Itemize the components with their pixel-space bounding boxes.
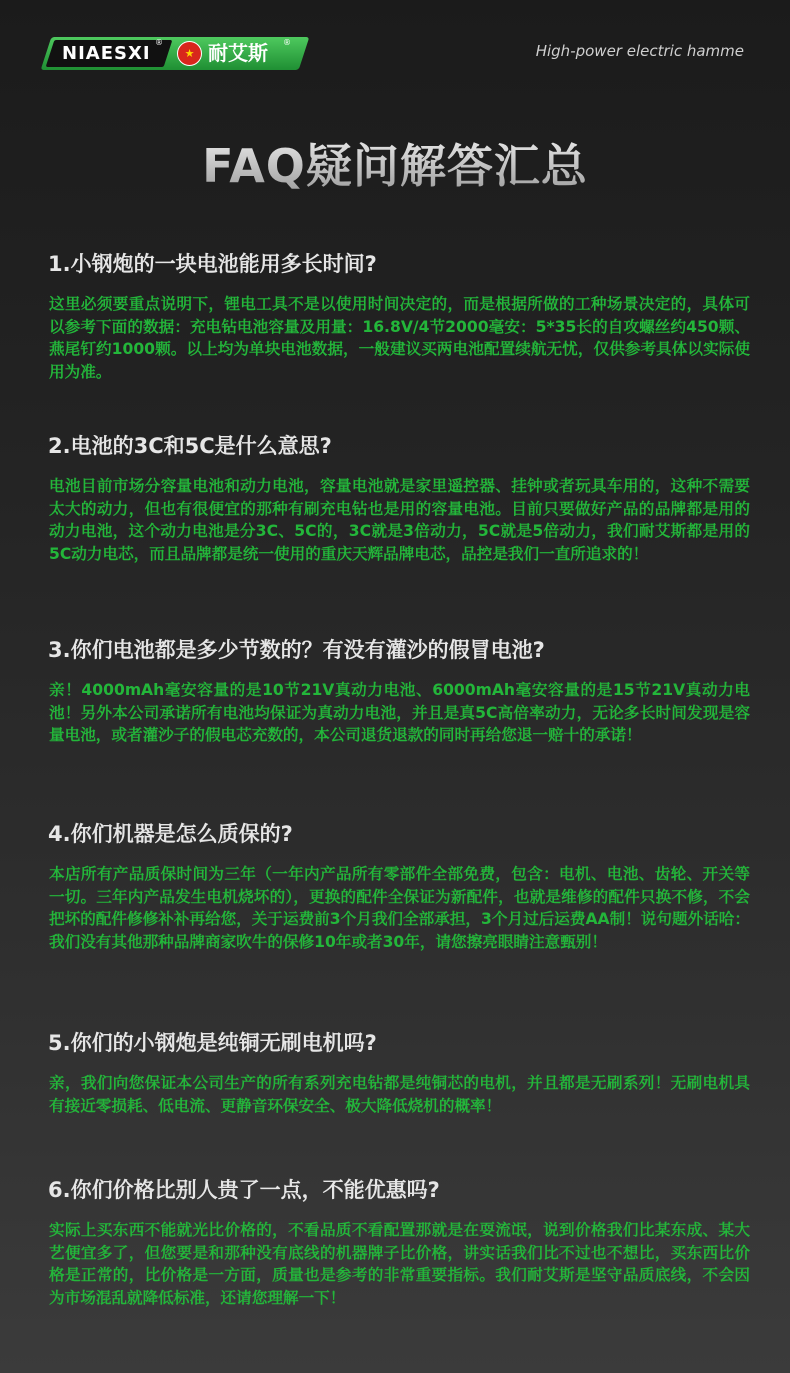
china-flag-icon: ★ <box>177 41 202 66</box>
faq-item <box>48 1175 750 1309</box>
faq-answer: 本店所有产品质保时间为三年（一年内产品所有零部件全部免费，包含：电机、电池、齿轮、开关等一切。三年内产品发生电机烧坏的），更换的配件全保证为新配件，也就是维修的配件只换不修，不会把坏的配件修修补补再给您，关于运费前3个月我们全部承担，3个月过后运费AA制！说句题外话哈：我们没有其他那种品牌商家吹牛的保修10年或者30年，请您擦亮眼睛注意甄别！ <box>49 865 750 951</box>
faq-question: 1.小钢炮的一块电池能用多长时间? <box>48 252 377 276</box>
faq-item <box>48 635 750 747</box>
faq-question: 6.你们价格比别人贵了一点，不能优惠吗? <box>48 1178 440 1202</box>
faq-answer: 这里必须要重点说明下，锂电工具不是以使用时间决定的，而是根据所做的工种场景决定的，具体可以参考下面的数据：充电钻电池容量及用量：16.8V/4节2000毫安：5*35长的自攻螺丝约450颗、燕尾钉约1000颗。以上均为单块电池数据，一般建议买两电池配置续航无忧，仅供参考具体以实际使用为准。 <box>49 295 750 381</box>
faq-item <box>48 431 750 565</box>
header-tagline: High-power electric hamme <box>535 42 744 60</box>
page-title: FAQ疑问解答汇总 <box>0 130 790 196</box>
registered-mark: ® <box>155 38 163 47</box>
header <box>0 0 790 110</box>
brand-logo-cn: 耐艾斯 <box>208 41 268 65</box>
faq-question: 5.你们的小钢炮是纯铜无刷电机吗? <box>48 1031 377 1055</box>
faq-question: 4.你们机器是怎么质保的? <box>48 822 293 846</box>
faq-question: 3.你们电池都是多少节数的？有没有灌沙的假冒电池? <box>48 638 545 662</box>
faq-answer: 亲，我们向您保证本公司生产的所有系列充电钻都是纯铜芯的电机，并且都是无刷系列！无刷电机具有接近零损耗、低电流、更静音环保安全、极大降低烧机的概率！ <box>49 1074 750 1115</box>
faq-answer: 亲！4000mAh毫安容量的是10节21V真动力电池、6000mAh毫安容量的是15节21V真动力电池！另外本公司承诺所有电池均保证为真动力电池，并且是真5C高倍率动力，无论多长时间发现是容量电池，或者灌沙子的假电芯充数的，本公司退货退款的同时再给您退一赔十的承诺！ <box>49 681 750 744</box>
faq-item <box>48 1028 750 1117</box>
faq-question: 2.电池的3C和5C是什么意思? <box>48 434 332 458</box>
faq-answer: 实际上买东西不能就光比价格的，不看品质不看配置那就是在耍流氓，说到价格我们比某东成、某大艺便宜多了，但您要是和那种没有底线的机器牌子比价格，讲实话我们比不过也不想比，买东西比价格是正常的，比价格是一方面，质量也是参考的非常重要指标。我们耐艾斯是坚守品质底线，不会因为市场混乱就降低标准，还请您理解一下！ <box>49 1221 750 1307</box>
faq-answer: 电池目前市场分容量电池和动力电池，容量电池就是家里遥控器、挂钟或者玩具车用的，这种不需要太大的动力，但也有很便宜的那种有刷充电钻也是用的容量电池。目前只要做好产品的品牌都是用的动力电池，这个动力电池是分3C、5C的，3C就是3倍动力，5C就是5倍动力，我们耐艾斯都是用的5C动力电芯，而且品牌都是统一使用的重庆天辉品牌电芯，品控是我们一直所追求的！ <box>49 477 750 563</box>
brand-logo-en: NIAESXI <box>62 43 151 64</box>
registered-mark: ® <box>283 38 291 47</box>
faq-item <box>48 819 750 953</box>
faq-item <box>48 249 750 383</box>
